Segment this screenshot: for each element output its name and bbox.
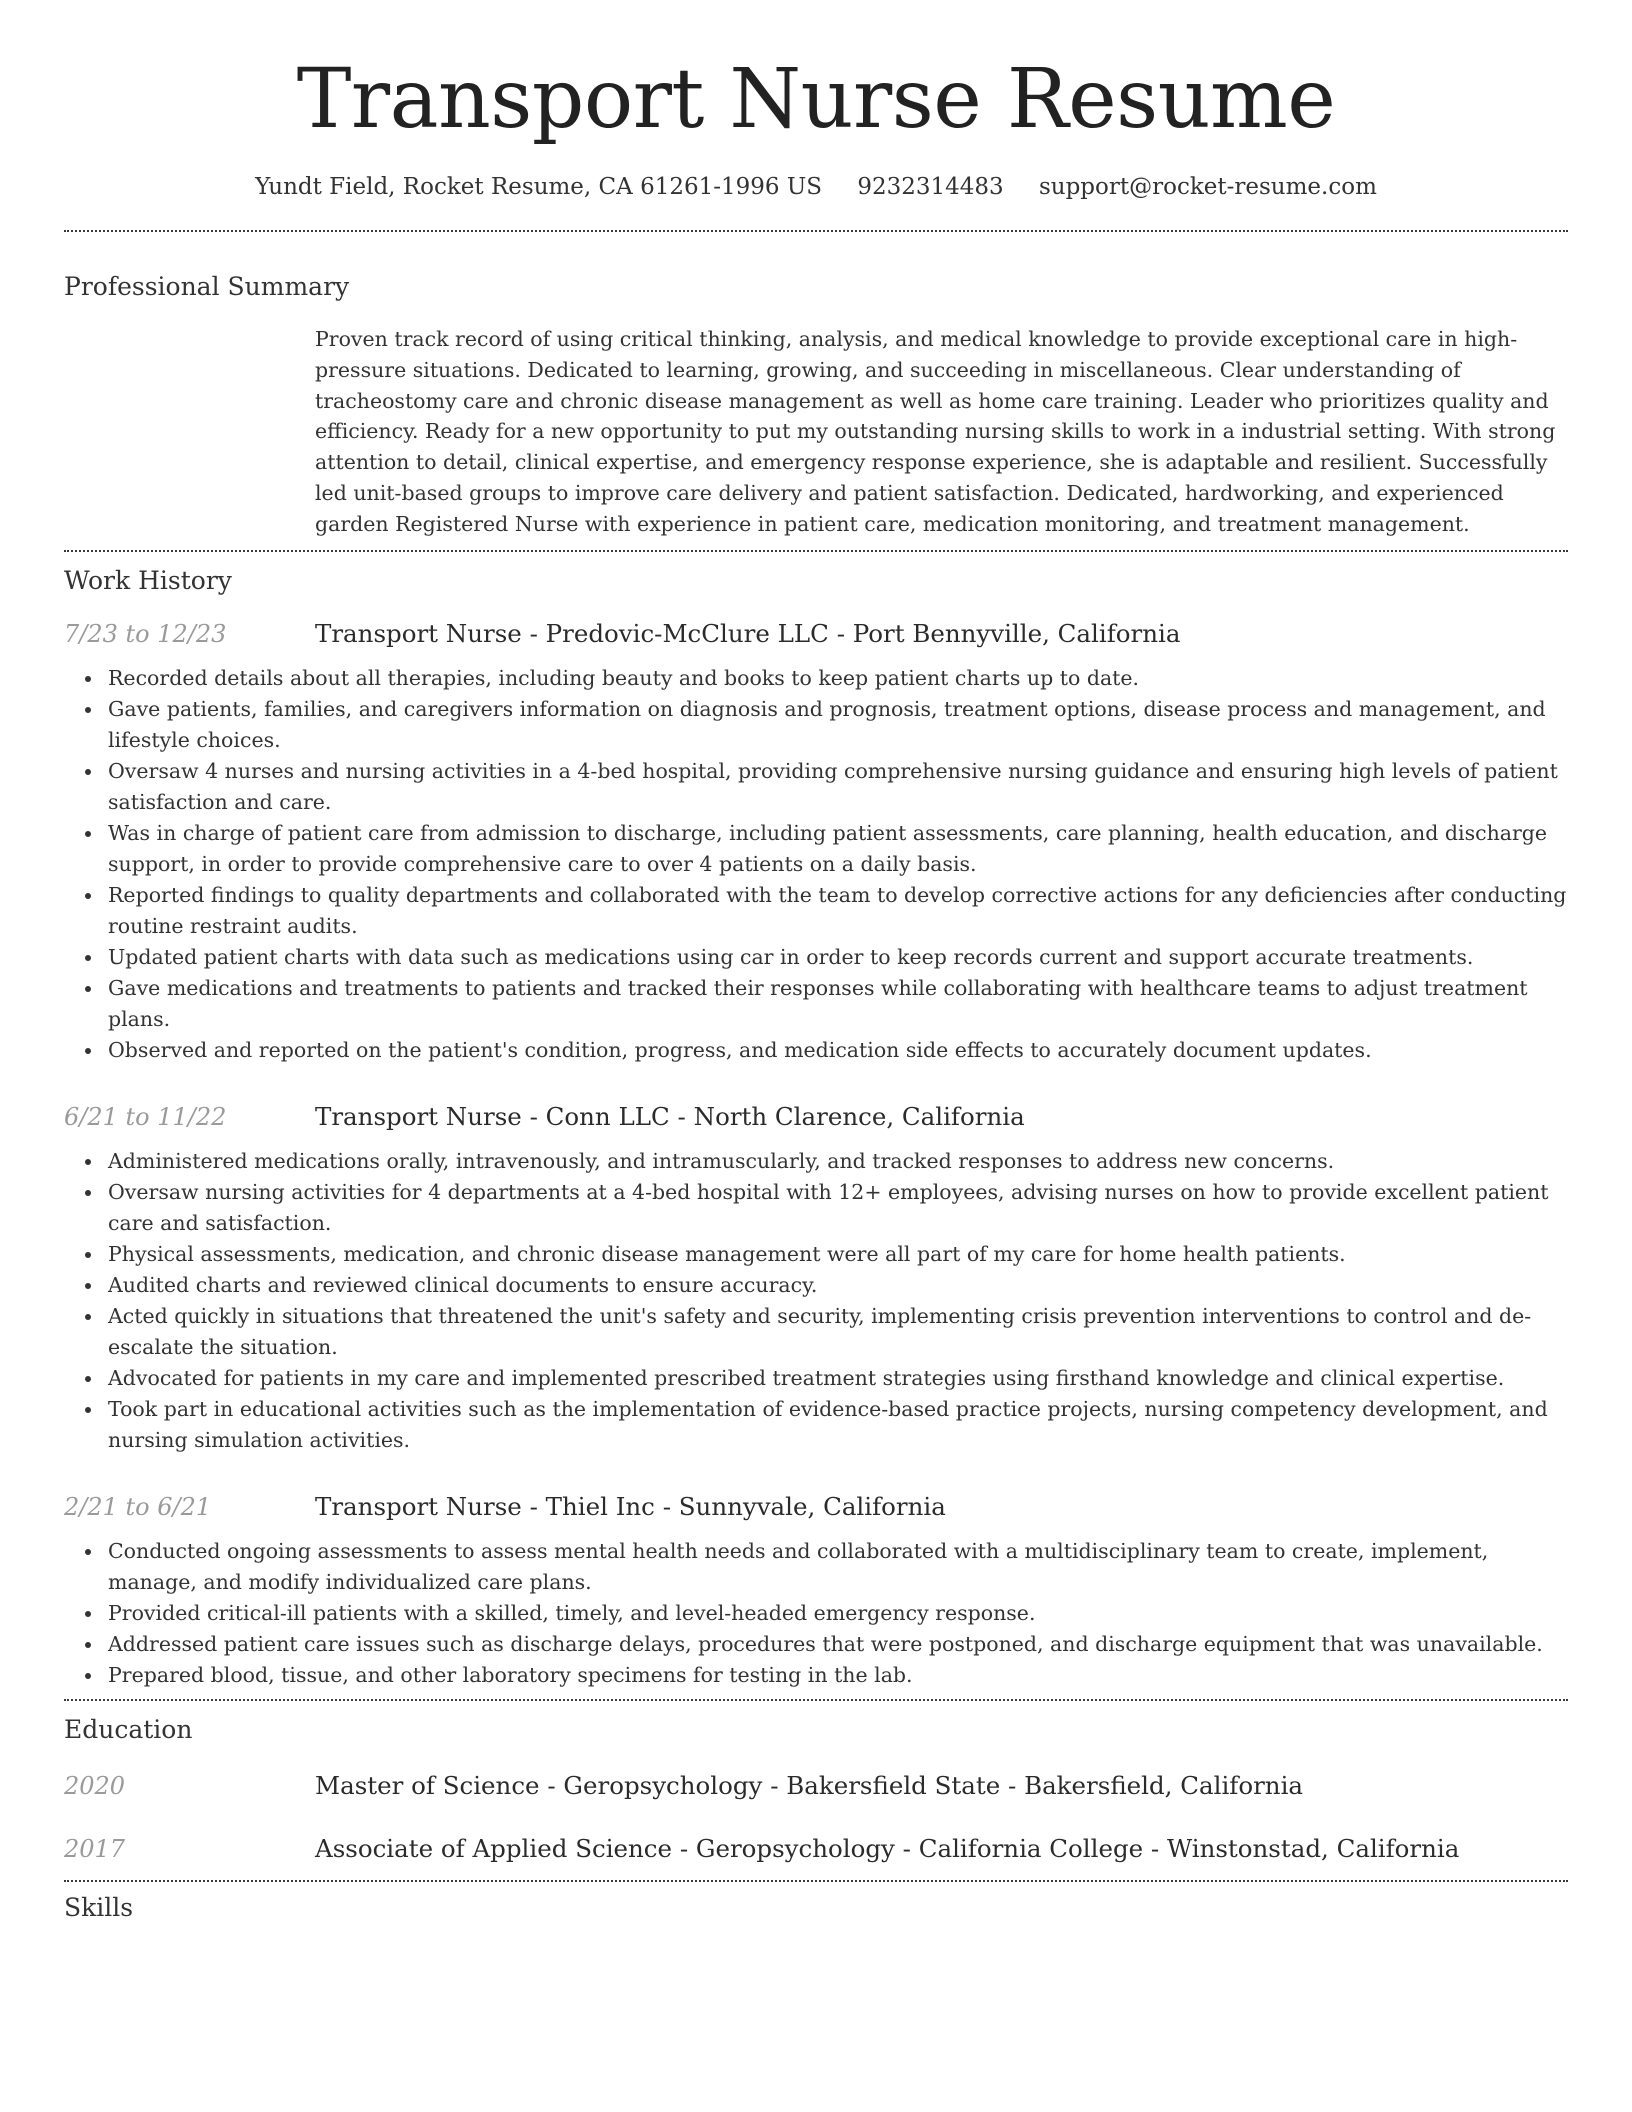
education-entry (64, 1771, 1568, 1800)
job-entry (64, 1102, 1568, 1456)
job-bullet: Reported findings to quality departments and collaborated with the team to develop corrective actions for any deficiencies after conducting routine restraint audits. (108, 880, 1568, 942)
job-bullet: Gave patients, families, and caregivers information on diagnosis and prognosis, treatment options, disease process and management, and lifestyle choices. (108, 694, 1568, 756)
contact-phone: 9232314483 (857, 174, 1004, 200)
education-section (64, 1714, 1568, 1863)
job-dates: 7/23 to 12/23 (64, 619, 227, 648)
section-divider (64, 1880, 1568, 1882)
job-bullets (64, 663, 1568, 1066)
job-dates: 2/21 to 6/21 (64, 1492, 212, 1521)
job-bullet: Prepared blood, tissue, and other laboratory specimens for testing in the lab. (108, 1660, 1568, 1691)
education-degree: Master of Science - Geropsychology - Bakersfield State - Bakersfield, California (315, 1770, 1304, 1800)
education-heading: Education (64, 1714, 193, 1744)
skills-heading: Skills (64, 1892, 134, 1922)
job-bullet: Physical assessments, medication, and chronic disease management were all part of my care for home health patients. (108, 1239, 1568, 1270)
job-bullets (64, 1536, 1568, 1691)
work-history-section (64, 565, 1568, 1691)
job-bullet: Acted quickly in situations that threatened the unit's safety and security, implementing crisis prevention interventions to control and de-escalate the situation. (108, 1301, 1568, 1363)
skills-section (64, 1892, 1568, 1924)
job-entry (64, 1492, 1568, 1691)
job-bullet: Addressed patient care issues such as discharge delays, procedures that were postponed, and discharge equipment that was unavailable. (108, 1629, 1568, 1660)
education-year: 2017 (64, 1834, 126, 1863)
job-bullet: Conducted ongoing assessments to assess mental health needs and collaborated with a multidisciplinary team to create, implement, manage, and modify individualized care plans. (108, 1536, 1568, 1598)
job-bullet: Was in charge of patient care from admission to discharge, including patient assessments, care planning, health education, and discharge support, in order to provide comprehensive care to over 4 patients on a daily basis. (108, 818, 1568, 880)
contact-email: support@rocket-resume.com (1038, 174, 1377, 200)
job-header (64, 1492, 1568, 1521)
job-dates: 6/21 to 11/22 (64, 1102, 227, 1131)
job-bullet: Observed and reported on the patient's condition, progress, and medication side effects to accurately document updates. (108, 1035, 1568, 1066)
job-bullets (64, 1146, 1568, 1456)
job-bullet: Advocated for patients in my care and implemented prescribed treatment strategies using firsthand knowledge and clinical expertise. (108, 1363, 1568, 1394)
education-degree: Associate of Applied Science - Geropsychology - California College - Winstonstad, California (315, 1833, 1460, 1863)
job-bullet: Updated patient charts with data such as medications using car in order to keep records current and support accurate treatments. (108, 942, 1568, 973)
job-bullet: Administered medications orally, intravenously, and intramuscularly, and tracked responses to address new concerns. (108, 1146, 1568, 1177)
job-title: Transport Nurse - Predovic-McClure LLC - Port Bennyville, California (315, 618, 1181, 648)
job-bullet: Recorded details about all therapies, including beauty and books to keep patient charts up to date. (108, 663, 1568, 694)
job-bullet: Provided critical-ill patients with a skilled, timely, and level-headed emergency response. (108, 1598, 1568, 1629)
job-bullet: Oversaw 4 nurses and nursing activities in a 4-bed hospital, providing comprehensive nursing guidance and ensuring high levels of patient satisfaction and care. (108, 756, 1568, 818)
education-entry (64, 1834, 1568, 1863)
summary-heading: Professional Summary (64, 272, 350, 301)
job-bullet: Took part in educational activities such as the implementation of evidence-based practice projects, nursing competency development, and nursing simulation activities. (108, 1394, 1568, 1456)
section-divider (64, 1699, 1568, 1701)
summary-section (64, 271, 1568, 540)
job-bullet: Gave medications and treatments to patients and tracked their responses while collaborating with healthcare teams to adjust treatment plans. (108, 973, 1568, 1035)
job-title: Transport Nurse - Conn LLC - North Clarence, California (315, 1101, 1025, 1131)
education-year: 2020 (64, 1771, 126, 1800)
resume-title: Transport Nurse Resume (296, 52, 1336, 147)
resume-page (64, 0, 1568, 1924)
job-title: Transport Nurse - Thiel Inc - Sunnyvale, California (315, 1491, 946, 1521)
job-bullet: Audited charts and reviewed clinical documents to ensure accuracy. (108, 1270, 1568, 1301)
contact-line (64, 172, 1568, 202)
section-divider (64, 550, 1568, 552)
work-history-heading: Work History (64, 565, 232, 595)
job-entry (64, 619, 1568, 1066)
contact-address: Yundt Field, Rocket Resume, CA 61261-1996 US (255, 174, 822, 200)
section-divider (64, 230, 1568, 232)
summary-text: Proven track record of using critical thinking, analysis, and medical knowledge to provide exceptional care in high-pressure situations. Dedicated to learning, growing, and succeeding in miscellaneous. Clear understanding of tracheostomy care and chronic disease management as well as home care training. Leader who prioritizes quality and efficiency. Ready for a new opportunity to put my outstanding nursing skills to work in a industrial setting. With strong attention to detail, clinical expertise, and emergency response experience, she is adaptable and resilient. Successfully led unit-based groups to improve care delivery and patient satisfaction. Dedicated, hardworking, and experienced garden Registered Nurse with experience in patient care, medication monitoring, and treatment management. (315, 327, 1556, 536)
job-header (64, 1102, 1568, 1131)
job-header (64, 619, 1568, 648)
job-bullet: Oversaw nursing activities for 4 departments at a 4-bed hospital with 12+ employees, advising nurses on how to provide excellent patient care and satisfaction. (108, 1177, 1568, 1239)
